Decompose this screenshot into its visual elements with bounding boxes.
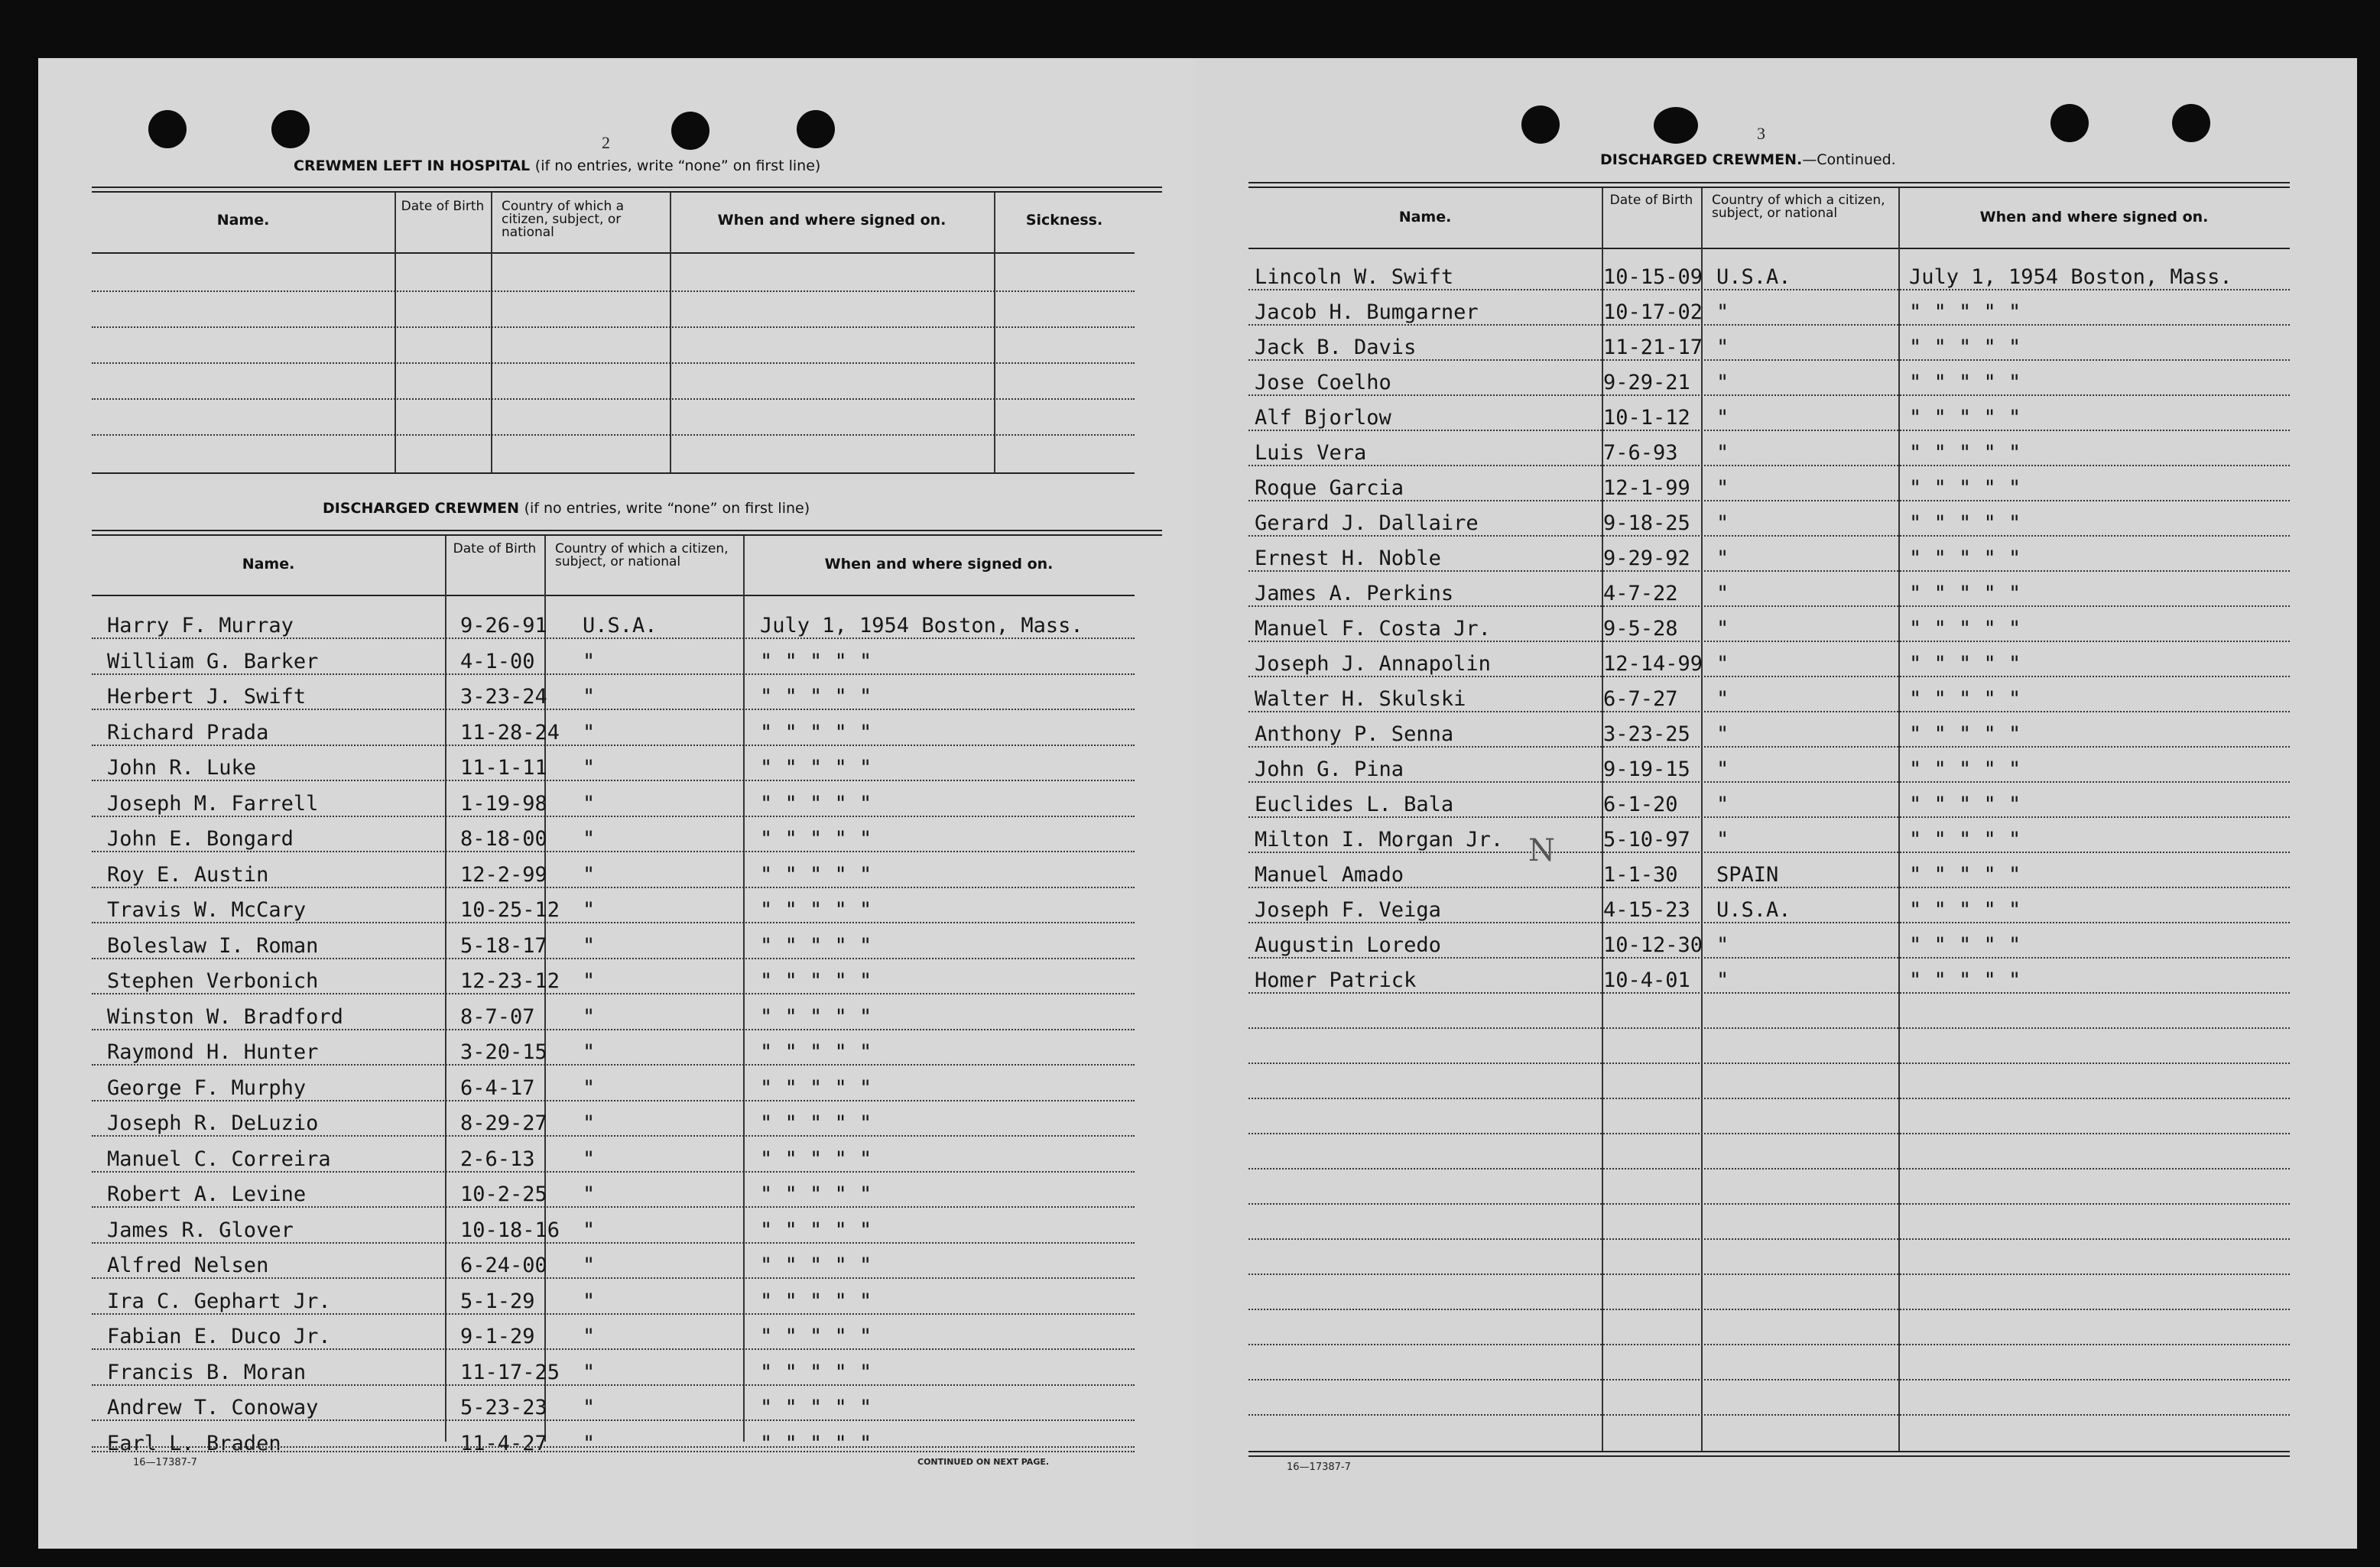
cell-signed: " " " " " bbox=[1909, 898, 2021, 922]
cell-name: Augustin Loredo bbox=[1255, 933, 1441, 957]
rule bbox=[92, 530, 1162, 531]
cell-signed: " " " " " bbox=[1909, 617, 2021, 641]
row-line bbox=[1248, 394, 2290, 396]
cell-signed: " " " " " bbox=[1909, 863, 2021, 887]
discharged-section-title: DISCHARGED CREWMEN (if no entries, write “none” on first line) bbox=[323, 500, 810, 517]
cell-dob: 3-20-15 bbox=[460, 1040, 547, 1064]
cell-country: " bbox=[583, 1075, 596, 1100]
cell-name: Fabian E. Duco Jr. bbox=[107, 1325, 331, 1348]
cell-country: " bbox=[583, 1218, 596, 1242]
punch-hole bbox=[148, 110, 187, 148]
cell-signed: " " " " " bbox=[1909, 687, 2021, 711]
row-line bbox=[92, 1348, 1135, 1350]
cell-dob: 4-15-23 bbox=[1603, 898, 1690, 922]
cell-country: " bbox=[583, 1111, 596, 1135]
cell-country: " bbox=[1716, 336, 1729, 359]
row-line bbox=[1248, 605, 2290, 607]
cell-dob: 10-4-01 bbox=[1603, 968, 1690, 992]
row-line bbox=[1248, 1344, 2290, 1345]
row-line bbox=[92, 1313, 1135, 1315]
cell-signed: " " " " " bbox=[760, 1147, 872, 1171]
cell-name: Stephen Verbonich bbox=[107, 969, 319, 993]
cell-country: " bbox=[1716, 933, 1729, 957]
cell-dob: 12-2-99 bbox=[460, 862, 547, 887]
row-line bbox=[92, 1446, 1135, 1448]
column-header: Name. bbox=[242, 556, 295, 573]
cell-name: Ernest H. Noble bbox=[1255, 547, 1441, 570]
cell-signed: " " " " " bbox=[1909, 933, 2021, 957]
cell-country: " bbox=[583, 1040, 596, 1064]
row-line bbox=[92, 1419, 1135, 1421]
punch-hole bbox=[2050, 104, 2089, 142]
cell-dob: 1-1-30 bbox=[1603, 863, 1678, 887]
cell-signed: " " " " " bbox=[1909, 371, 2021, 394]
cell-name: Raymond H. Hunter bbox=[107, 1040, 319, 1064]
cell-country: " bbox=[583, 1183, 596, 1206]
row-line bbox=[92, 709, 1135, 710]
cell-dob: 8-29-27 bbox=[460, 1111, 547, 1135]
cell-country: " bbox=[583, 1004, 596, 1029]
column-divider bbox=[670, 193, 671, 472]
row-line bbox=[92, 290, 1135, 292]
cell-country: " bbox=[583, 1289, 596, 1313]
cell-country: " bbox=[1716, 722, 1729, 746]
row-line bbox=[92, 851, 1135, 852]
row-line bbox=[92, 1029, 1135, 1030]
row-line bbox=[92, 362, 1135, 364]
form-number: 16—17387-7 bbox=[133, 1457, 197, 1468]
row-line bbox=[1248, 1379, 2290, 1380]
cell-signed: " " " " " bbox=[760, 969, 872, 993]
cell-dob: 11-21-17 bbox=[1603, 336, 1703, 359]
cell-signed: " " " " " bbox=[760, 1111, 872, 1135]
cell-dob: 9-29-21 bbox=[1603, 371, 1690, 394]
column-header: Country of which a citizen, subject, or national bbox=[555, 541, 729, 569]
cell-dob: 11-28-24 bbox=[460, 720, 560, 745]
cell-country: " bbox=[583, 1325, 596, 1348]
cell-name: George F. Murphy bbox=[107, 1075, 307, 1100]
cell-dob: 10-25-12 bbox=[460, 898, 560, 922]
cell-country: " bbox=[583, 685, 596, 709]
cell-name: Milton I. Morgan Jr. bbox=[1255, 828, 1504, 852]
row-line bbox=[92, 1100, 1135, 1101]
cell-name: Ira C. Gephart Jr. bbox=[107, 1289, 331, 1313]
cell-country: " bbox=[583, 1360, 596, 1384]
cell-signed: " " " " " bbox=[1909, 652, 2021, 676]
table-bottom-rule bbox=[1248, 1451, 2290, 1452]
row-line bbox=[1248, 816, 2290, 818]
row-line bbox=[92, 1384, 1135, 1386]
punch-hole bbox=[271, 110, 310, 148]
row-line bbox=[1248, 887, 2290, 888]
cell-country: " bbox=[583, 1431, 596, 1455]
cell-dob: 11-17-25 bbox=[460, 1360, 560, 1384]
cell-signed: " " " " " bbox=[760, 1289, 872, 1313]
row-line bbox=[1248, 500, 2290, 501]
cell-dob: 8-7-07 bbox=[460, 1004, 535, 1029]
column-divider bbox=[445, 536, 446, 1442]
cell-name: Roque Garcia bbox=[1255, 476, 1404, 500]
form-number: 16—17387-7 bbox=[1287, 1462, 1351, 1473]
cell-signed: " " " " " bbox=[760, 933, 872, 958]
rule bbox=[92, 187, 1162, 188]
cell-dob: 2-6-13 bbox=[460, 1147, 535, 1171]
punch-hole bbox=[2172, 104, 2210, 142]
row-line bbox=[92, 673, 1135, 675]
cell-dob: 7-6-93 bbox=[1603, 441, 1678, 465]
cell-signed: " " " " " bbox=[1909, 828, 2021, 852]
cell-dob: 12-1-99 bbox=[1603, 476, 1690, 500]
cell-name: Jack B. Davis bbox=[1255, 336, 1417, 359]
cell-dob: 5-23-23 bbox=[460, 1396, 547, 1419]
row-line bbox=[92, 1206, 1135, 1208]
cell-country: " bbox=[1716, 582, 1729, 605]
cell-dob: 10-15-09 bbox=[1603, 265, 1703, 289]
row-line bbox=[1248, 1203, 2290, 1205]
cell-signed: " " " " " bbox=[760, 1040, 872, 1064]
page-number: 2 bbox=[602, 133, 610, 152]
cell-name: Homer Patrick bbox=[1255, 968, 1417, 992]
cell-name: Travis W. McCary bbox=[107, 898, 307, 922]
column-header: Country of which a citizen, subject, or national bbox=[1712, 193, 1885, 221]
cell-dob: 4-1-00 bbox=[460, 649, 535, 673]
cell-signed: " " " " " bbox=[760, 685, 872, 709]
cell-name: Joseph R. DeLuzio bbox=[107, 1111, 319, 1135]
header-rule bbox=[1248, 248, 2290, 249]
column-header: Country of which a citizen, subject, or national bbox=[502, 199, 625, 240]
cell-name: Jose Coelho bbox=[1255, 371, 1391, 394]
cell-country: " bbox=[583, 649, 596, 673]
row-line bbox=[92, 638, 1135, 639]
row-line bbox=[92, 1277, 1135, 1279]
rule bbox=[92, 534, 1162, 536]
right-page bbox=[1196, 58, 2357, 1549]
left-page bbox=[38, 58, 1196, 1549]
cell-signed: " " " " " bbox=[760, 862, 872, 887]
cell-name: Euclides L. Bala bbox=[1255, 793, 1454, 816]
cell-name: Francis B. Moran bbox=[107, 1360, 307, 1384]
row-line bbox=[92, 745, 1135, 746]
column-header: Date of Birth bbox=[453, 541, 537, 556]
cell-dob: 10-17-02 bbox=[1603, 300, 1703, 324]
column-divider bbox=[395, 193, 396, 472]
cell-signed: " " " " " bbox=[1909, 582, 2021, 605]
row-line bbox=[1248, 1309, 2290, 1310]
cell-signed: July 1, 1954 Boston, Mass. bbox=[1909, 265, 2232, 289]
cell-country: " bbox=[583, 969, 596, 993]
cell-name: James A. Perkins bbox=[1255, 582, 1454, 605]
column-header: Sickness. bbox=[1025, 212, 1103, 229]
row-line bbox=[1248, 781, 2290, 783]
cell-country: " bbox=[1716, 300, 1729, 324]
cell-country: " bbox=[583, 1254, 596, 1277]
cell-signed: July 1, 1954 Boston, Mass. bbox=[760, 614, 1083, 638]
cell-country: U.S.A. bbox=[583, 614, 658, 638]
cell-dob: 10-2-25 bbox=[460, 1183, 547, 1206]
cell-signed: " " " " " bbox=[760, 649, 872, 673]
row-line bbox=[1248, 1063, 2290, 1064]
row-line bbox=[92, 958, 1135, 959]
row-line bbox=[1248, 746, 2290, 748]
row-line bbox=[92, 816, 1135, 817]
rule bbox=[1248, 182, 2290, 183]
cell-signed: " " " " " bbox=[1909, 300, 2021, 324]
row-line bbox=[1248, 1238, 2290, 1240]
cell-name: Winston W. Bradford bbox=[107, 1004, 343, 1029]
cell-country: " bbox=[1716, 617, 1729, 641]
cell-dob: 10-18-16 bbox=[460, 1218, 560, 1242]
cell-country: SPAIN bbox=[1716, 863, 1779, 887]
row-line bbox=[92, 434, 1135, 436]
row-line bbox=[92, 993, 1135, 994]
cell-country: " bbox=[1716, 687, 1729, 711]
cell-dob: 9-1-29 bbox=[460, 1325, 535, 1348]
cell-dob: 6-1-20 bbox=[1603, 793, 1678, 816]
row-line bbox=[1248, 1027, 2290, 1029]
row-line bbox=[1248, 535, 2290, 537]
cell-dob: 4-7-22 bbox=[1603, 582, 1678, 605]
column-header: Name. bbox=[216, 212, 270, 229]
cell-name: Lincoln W. Swift bbox=[1255, 265, 1454, 289]
row-line bbox=[92, 398, 1135, 400]
rule bbox=[1248, 187, 2290, 188]
row-line bbox=[1248, 711, 2290, 712]
cell-signed: " " " " " bbox=[1909, 758, 2021, 781]
cell-signed: " " " " " bbox=[1909, 336, 2021, 359]
cell-dob: 12-14-99 bbox=[1603, 652, 1703, 676]
row-line bbox=[92, 326, 1135, 328]
cell-signed: " " " " " bbox=[760, 756, 872, 780]
cell-dob: 6-4-17 bbox=[460, 1075, 535, 1100]
cell-dob: 10-12-30 bbox=[1603, 933, 1703, 957]
column-header: Date of Birth bbox=[401, 199, 485, 214]
cell-signed: " " " " " bbox=[760, 1360, 872, 1384]
cell-signed: " " " " " bbox=[760, 1075, 872, 1100]
row-line bbox=[1248, 359, 2290, 361]
column-divider bbox=[1701, 188, 1703, 1451]
cell-country: " bbox=[1716, 968, 1729, 992]
cell-signed: " " " " " bbox=[760, 898, 872, 922]
column-divider bbox=[994, 193, 995, 472]
cell-country: U.S.A. bbox=[1716, 265, 1791, 289]
cell-dob: 8-18-00 bbox=[460, 827, 547, 851]
column-header: When and where signed on. bbox=[824, 556, 1054, 573]
row-line bbox=[92, 1171, 1135, 1173]
cell-signed: " " " " " bbox=[1909, 968, 2021, 992]
cell-country: " bbox=[583, 862, 596, 887]
cell-country: " bbox=[583, 720, 596, 745]
row-line bbox=[1248, 992, 2290, 994]
row-line bbox=[1248, 641, 2290, 642]
cell-country: " bbox=[1716, 793, 1729, 816]
cell-dob: 5-18-17 bbox=[460, 933, 547, 958]
row-line bbox=[1248, 957, 2290, 959]
cell-name: Andrew T. Conoway bbox=[107, 1396, 319, 1419]
cell-dob: 6-24-00 bbox=[460, 1254, 547, 1277]
cell-country: " bbox=[1716, 828, 1729, 852]
cell-name: William G. Barker bbox=[107, 649, 319, 673]
column-header: Name. bbox=[1398, 209, 1452, 225]
punch-hole bbox=[1654, 107, 1698, 144]
cell-country: " bbox=[1716, 371, 1729, 394]
cell-dob: 9-5-28 bbox=[1603, 617, 1678, 641]
cell-name: Robert A. Levine bbox=[107, 1183, 307, 1206]
cell-signed: " " " " " bbox=[1909, 406, 2021, 430]
row-line bbox=[1248, 1414, 2290, 1416]
cell-dob: 3-23-25 bbox=[1603, 722, 1690, 746]
cell-name: Gerard J. Dallaire bbox=[1255, 511, 1479, 535]
column-header: When and where signed on. bbox=[717, 212, 946, 229]
cell-signed: " " " " " bbox=[1909, 722, 2021, 746]
row-line bbox=[1248, 1133, 2290, 1134]
cell-name: Harry F. Murray bbox=[107, 614, 294, 638]
cell-country: " bbox=[1716, 476, 1729, 500]
cell-signed: " " " " " bbox=[760, 1254, 872, 1277]
row-line bbox=[92, 1064, 1135, 1066]
row-line bbox=[1248, 324, 2290, 326]
cell-dob: 11-1-11 bbox=[460, 756, 547, 780]
column-header: When and where signed on. bbox=[1979, 209, 2209, 225]
row-line bbox=[1248, 852, 2290, 853]
cell-name: Manuel Amado bbox=[1255, 863, 1404, 887]
cell-signed: " " " " " bbox=[1909, 441, 2021, 465]
row-line bbox=[92, 922, 1135, 923]
column-divider bbox=[743, 536, 745, 1442]
cell-dob: 6-7-27 bbox=[1603, 687, 1678, 711]
cell-name: Herbert J. Swift bbox=[107, 685, 307, 709]
cell-country: " bbox=[583, 1396, 596, 1419]
cell-country: " bbox=[1716, 406, 1729, 430]
cell-name: Joseph J. Annapolin bbox=[1255, 652, 1491, 676]
cell-signed: " " " " " bbox=[1909, 547, 2021, 570]
cell-signed: " " " " " bbox=[760, 1396, 872, 1419]
cell-dob: 9-18-25 bbox=[1603, 511, 1690, 535]
discharged-continued-title: DISCHARGED CREWMEN.—Continued. bbox=[1600, 151, 1896, 168]
cell-name: Joseph F. Veiga bbox=[1255, 898, 1441, 922]
row-line bbox=[92, 1242, 1135, 1244]
cell-name: Luis Vera bbox=[1255, 441, 1367, 465]
cell-country: " bbox=[583, 933, 596, 958]
handwritten-mark: N bbox=[1528, 833, 1555, 868]
continued-note: CONTINUED ON NEXT PAGE. bbox=[917, 1457, 1050, 1467]
cell-signed: " " " " " bbox=[1909, 476, 2021, 500]
cell-name: John G. Pina bbox=[1255, 758, 1404, 781]
row-line bbox=[1248, 465, 2290, 466]
cell-country: " bbox=[1716, 547, 1729, 570]
column-divider bbox=[1898, 188, 1900, 1451]
cell-name: Jacob H. Bumgarner bbox=[1255, 300, 1479, 324]
row-line bbox=[1248, 1273, 2290, 1275]
rule bbox=[92, 191, 1162, 193]
cell-country: " bbox=[1716, 652, 1729, 676]
cell-dob: 10-1-12 bbox=[1603, 406, 1690, 430]
header-rule bbox=[92, 252, 1135, 254]
cell-signed: " " " " " bbox=[760, 720, 872, 745]
cell-signed: " " " " " bbox=[760, 1325, 872, 1348]
cell-dob: 3-23-24 bbox=[460, 685, 547, 709]
cell-name: Manuel F. Costa Jr. bbox=[1255, 617, 1491, 641]
cell-signed: " " " " " bbox=[760, 827, 872, 851]
page-number: 3 bbox=[1757, 124, 1765, 143]
cell-country: " bbox=[583, 756, 596, 780]
column-header: Date of Birth bbox=[1609, 193, 1693, 208]
row-line bbox=[92, 1135, 1135, 1137]
cell-signed: " " " " " bbox=[760, 1218, 872, 1242]
cell-country: " bbox=[583, 898, 596, 922]
row-line bbox=[1248, 1098, 2290, 1099]
cell-name: Manuel C. Correira bbox=[107, 1147, 331, 1171]
cell-dob: 9-19-15 bbox=[1603, 758, 1690, 781]
cell-country: " bbox=[1716, 758, 1729, 781]
cell-dob: 11-4-27 bbox=[460, 1431, 547, 1455]
cell-dob: 9-29-92 bbox=[1603, 547, 1690, 570]
cell-signed: " " " " " bbox=[1909, 511, 2021, 535]
cell-name: Alfred Nelsen bbox=[107, 1254, 269, 1277]
cell-signed: " " " " " bbox=[760, 1431, 872, 1455]
cell-dob: 5-1-29 bbox=[460, 1289, 535, 1313]
cell-signed: " " " " " bbox=[760, 1004, 872, 1029]
row-line bbox=[92, 887, 1135, 888]
cell-name: John R. Luke bbox=[107, 756, 257, 780]
row-line bbox=[1248, 430, 2290, 431]
row-line bbox=[1248, 570, 2290, 572]
cell-country: " bbox=[583, 1147, 596, 1171]
cell-name: Joseph M. Farrell bbox=[107, 791, 319, 816]
cell-dob: 12-23-12 bbox=[460, 969, 560, 993]
cell-dob: 5-10-97 bbox=[1603, 828, 1690, 852]
cell-name: Roy E. Austin bbox=[107, 862, 269, 887]
row-line bbox=[92, 1451, 1135, 1452]
row-line bbox=[1248, 289, 2290, 290]
cell-country: U.S.A. bbox=[1716, 898, 1791, 922]
row-line bbox=[92, 780, 1135, 781]
cell-name: Richard Prada bbox=[107, 720, 269, 745]
cell-signed: " " " " " bbox=[760, 791, 872, 816]
row-line bbox=[1248, 922, 2290, 923]
cell-signed: " " " " " bbox=[1909, 793, 2021, 816]
cell-country: " bbox=[1716, 441, 1729, 465]
table-bottom-rule bbox=[92, 472, 1135, 474]
punch-hole bbox=[671, 112, 709, 150]
cell-name: James R. Glover bbox=[107, 1218, 294, 1242]
punch-hole bbox=[1521, 105, 1560, 144]
cell-name: Earl L. Braden bbox=[107, 1431, 281, 1455]
cell-name: Alf Bjorlow bbox=[1255, 406, 1391, 430]
cell-name: Anthony P. Senna bbox=[1255, 722, 1454, 746]
cell-name: John E. Bongard bbox=[107, 827, 294, 851]
row-line bbox=[1248, 676, 2290, 677]
hospital-section-title: CREWMEN LEFT IN HOSPITAL (if no entries, write “none” on first line) bbox=[294, 157, 821, 174]
cell-dob: 1-19-98 bbox=[460, 791, 547, 816]
cell-country: " bbox=[583, 791, 596, 816]
cell-signed: " " " " " bbox=[760, 1183, 872, 1206]
row-line bbox=[1248, 1168, 2290, 1170]
punch-hole bbox=[797, 110, 835, 148]
cell-name: Walter H. Skulski bbox=[1255, 687, 1466, 711]
cell-name: Boleslaw I. Roman bbox=[107, 933, 319, 958]
cell-dob: 9-26-91 bbox=[460, 614, 547, 638]
cell-country: " bbox=[583, 827, 596, 851]
cell-country: " bbox=[1716, 511, 1729, 535]
table-bottom-rule bbox=[1248, 1455, 2290, 1457]
header-rule bbox=[92, 595, 1135, 596]
